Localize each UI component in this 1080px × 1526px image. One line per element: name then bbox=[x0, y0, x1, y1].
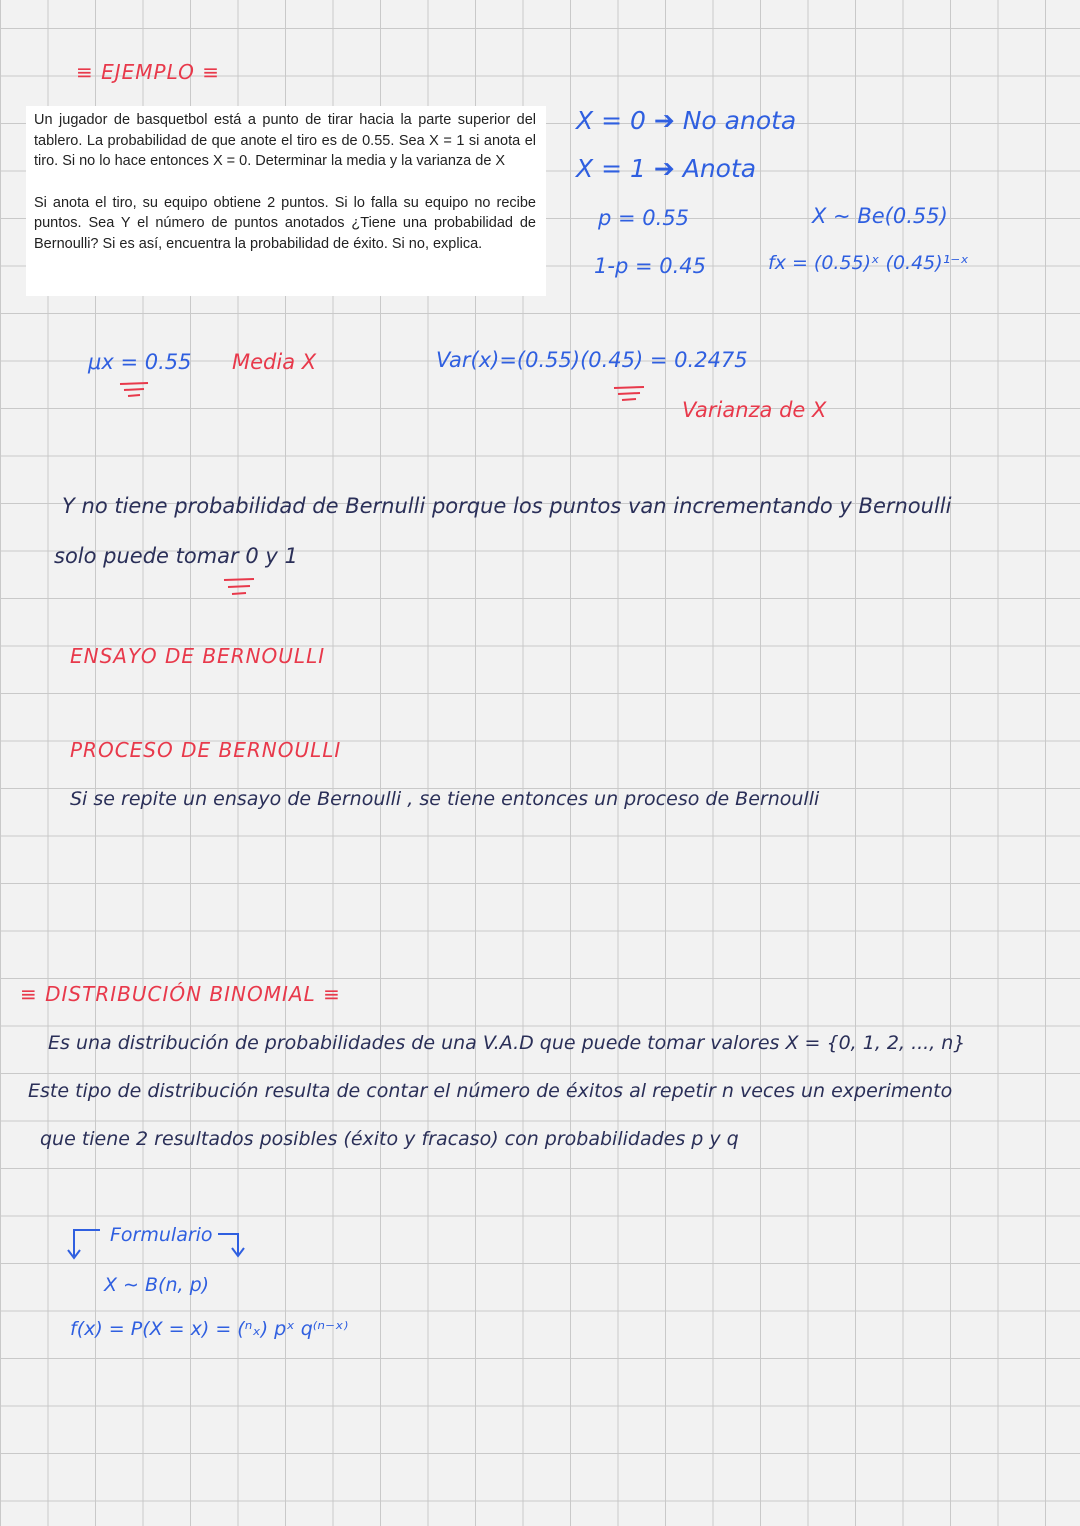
note-x-equals-1: X = 1 ➔ Anota bbox=[576, 154, 757, 183]
ejemplo-title: ≡ EJEMPLO ≡ bbox=[76, 60, 220, 84]
proceso-text: Si se repite un ensayo de Bernoulli , se tiene entonces un proceso de Bernoulli bbox=[70, 788, 820, 810]
bracket-down-right-icon bbox=[216, 1230, 248, 1260]
mean-underline-icon bbox=[118, 380, 152, 402]
formulario-title: Formulario bbox=[110, 1224, 213, 1246]
note-variance-label: Varianza de X bbox=[682, 398, 827, 422]
bracket-down-left-icon bbox=[64, 1226, 104, 1262]
problem-paragraph-1: Un jugador de basquetbol está a punto de tirar hacia la parte superior del tablero. La probabilidad de que anote el tiro es de 0.55. Sea X = 1 si anota el tiro. Si no lo hace entonces X = 0. Determinar la media y la varianza de X bbox=[34, 112, 536, 169]
variance-underline-icon bbox=[612, 384, 648, 406]
proceso-title: PROCESO DE BERNOULLI bbox=[70, 738, 342, 762]
problem-box bbox=[26, 106, 546, 296]
note-q-value: 1-p = 0.45 bbox=[594, 254, 706, 278]
formulario-dist: X ∼ B(n, p) bbox=[104, 1274, 210, 1296]
binomial-line-1: Es una distribución de probabilidades de una V.A.D que puede tomar valores X = {0, 1, 2, ..., n} bbox=[48, 1032, 966, 1054]
note-x-equals-0: X = 0 ➔ No anota bbox=[576, 106, 797, 135]
binomial-title: ≡ DISTRIBUCIÓN BINOMIAL ≡ bbox=[20, 982, 341, 1006]
binomial-line-2: Este tipo de distribución resulta de contar el número de éxitos al repetir n veces un experimento bbox=[28, 1080, 953, 1102]
binomial-line-3: que tiene 2 resultados posibles (éxito y fracaso) con probabilidades p y q bbox=[40, 1128, 739, 1150]
note-mean: μx = 0.55 bbox=[88, 350, 192, 374]
formulario-formula: f(x) = P(X = x) = (ⁿₓ) pˣ q⁽ⁿ⁻ˣ⁾ bbox=[70, 1318, 349, 1340]
problem-paragraph-2: Si anota el tiro, su equipo obtiene 2 puntos. Si lo falla su equipo no recibe puntos. Sea Y el número de puntos anotados ¿Tiene una probabilidad de Bernoulli? Si es así, encuentra la probabilidad de éxito. Si no, explica. bbox=[34, 194, 536, 252]
note-pmf: fx = (0.55)ˣ (0.45)¹⁻ˣ bbox=[768, 252, 969, 274]
note-variance: Var(x)=(0.55)(0.45) = 0.2475 bbox=[436, 348, 748, 372]
y-explanation-line-1: Y no tiene probabilidad de Bernulli porque los puntos van incrementando y Bernoulli bbox=[62, 494, 952, 518]
note-mean-label: Media X bbox=[232, 350, 317, 374]
ensayo-title: ENSAYO DE BERNOULLI bbox=[70, 644, 326, 668]
note-bernoulli-dist: X ∼ Be(0.55) bbox=[812, 204, 948, 228]
y-explanation-line-2: solo puede tomar 0 y 1 bbox=[54, 544, 298, 568]
note-p-value: p = 0.55 bbox=[598, 206, 690, 230]
zero-one-underline-icon bbox=[222, 576, 258, 600]
